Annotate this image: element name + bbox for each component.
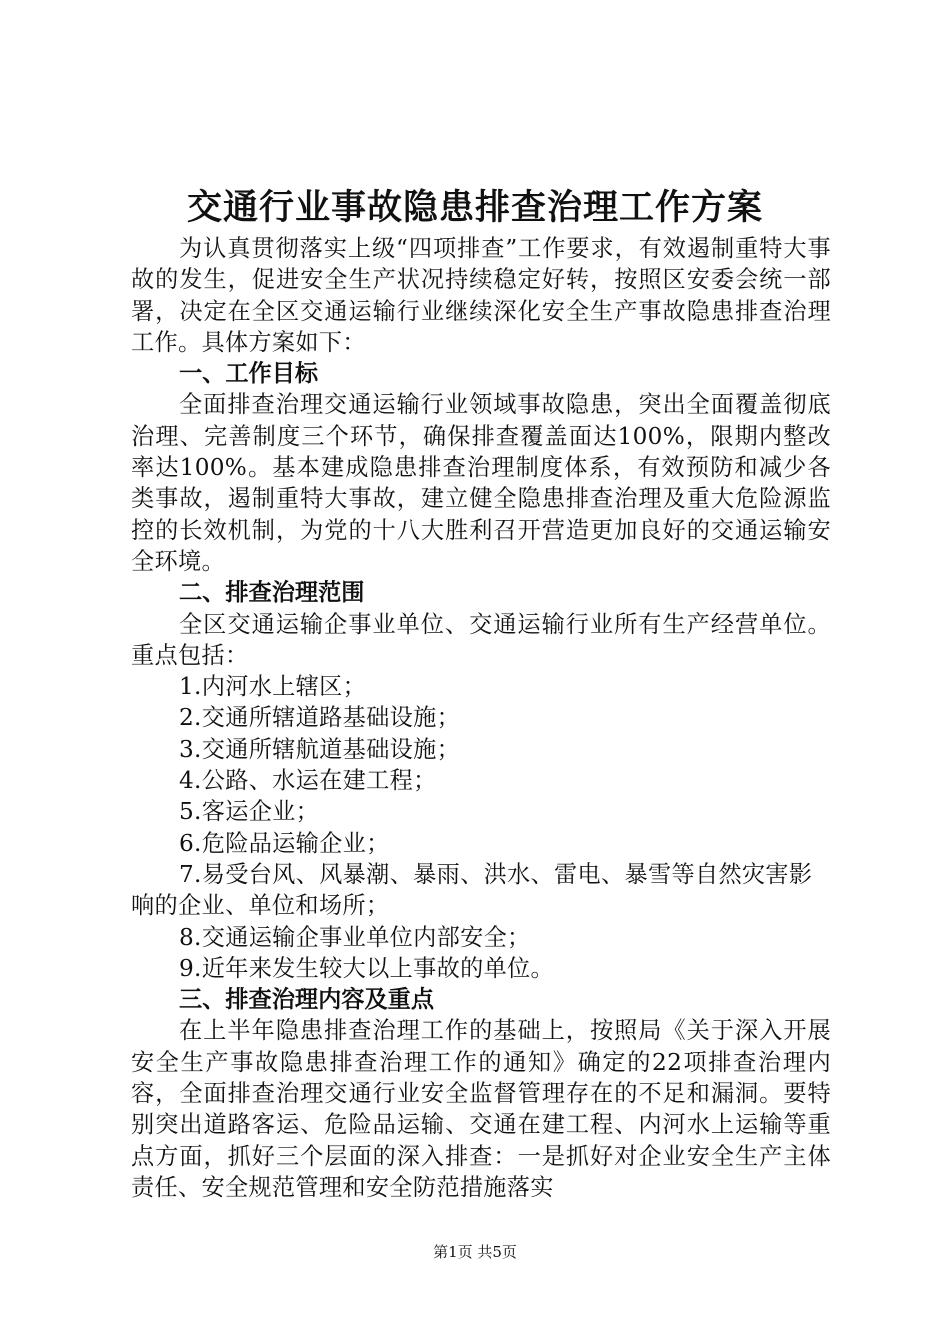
content-paragraph: 在上半年隐患排查治理工作的基础上，按照局《关于深入开展安全生产事故隐患排查治理工作的通知》确定的22项排查治理内容，全面排查治理交通行业安全监督管理存在的不足和漏洞。要特别突出道路客运、危险品运输、交通在建工程、内河水上运输等重点方面，抓好三个层面的深入排查：一是抓好对企业安全生产主体责任、安全规范管理和安全防范措施落实 [131,1017,831,1201]
goals-paragraph: 全面排查治理交通运输行业领域事故隐患，突出全面覆盖彻底治理、完善制度三个环节，确保排查覆盖面达100%，限期内整改率达100%。基本建成隐患排查治理制度体系，有效预防和减少各类事故，遏制重特大事故，建立健全隐患排查治理及重大危险源监控的长效机制，为党的十八大胜利召开营造更加良好的交通运输安全环境。 [131,391,831,575]
section-heading-scope: 二、排查治理范围 [179,579,365,607]
document-title: 交通行业事故隐患排查治理工作方案 [186,188,763,228]
list-item: 3.交通所辖航道基础设施； [179,735,461,763]
list-item: 7.易受台风、风暴潮、暴雨、洪水、雷电、暴雪等自然灾害影响的企业、单位和场所； [131,860,813,920]
list-item: 4.公路、水运在建工程； [179,767,437,795]
section-heading-content: 三、排查治理内容及重点 [179,986,435,1014]
list-item: 1.内河水上辖区； [179,673,367,701]
scope-paragraph: 全区交通运输企事业单位、交通运输行业所有生产经营单位。重点包括： [131,610,831,669]
list-item: 2.交通所辖道路基础设施； [179,704,461,732]
list-item: 9.近年来发生较大以上事故的单位。 [179,954,555,982]
document-body [131,233,831,1203]
list-item: 8.交通运输企事业单位内部安全； [179,923,531,951]
section-heading-goals: 一、工作目标 [179,360,319,388]
list-item: 6.危险品运输企业； [179,829,390,857]
list-item: 5.客运企业； [179,798,320,826]
intro-paragraph: 为认真贯彻落实上级“四项排查”工作要求，有效遏制重特大事故的发生，促进安全生产状况持续稳定好转，按照区安委会统一部署，决定在全区交通运输行业继续深化安全生产事故隐患排查治理工作。具体方案如下： [131,235,831,356]
page-number: 第1页 共5页 [433,1243,517,1261]
